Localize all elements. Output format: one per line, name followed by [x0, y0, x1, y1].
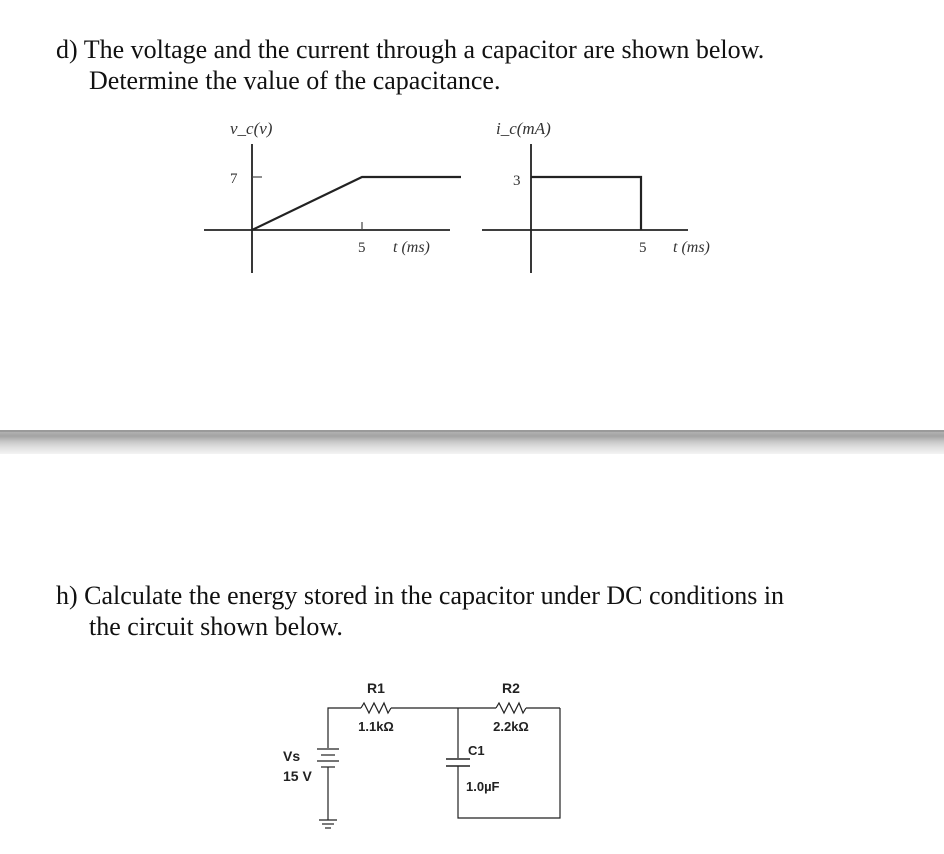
- question-h-line1: Calculate the energy stored in the capacitor under DC conditions in: [84, 581, 785, 610]
- voltage-y-axis-label: v_c(v): [230, 119, 273, 138]
- voltage-x-axis-label: t (ms): [393, 239, 430, 256]
- voltage-graph: [200, 110, 460, 280]
- current-y-axis-label: i_c(mA): [496, 119, 551, 138]
- question-d-line1: The voltage and the current through a capacitor are shown below.: [83, 35, 765, 64]
- circuit-schematic: [270, 670, 580, 845]
- current-x-tick-label: 5: [639, 240, 647, 256]
- current-y-tick-label: 3: [513, 173, 521, 189]
- question-d-prefix: d): [56, 35, 78, 64]
- r1-value: 1.1kΩ: [358, 719, 394, 734]
- r2-value: 2.2kΩ: [493, 719, 529, 734]
- question-h: [56, 580, 784, 642]
- c1-name: C1: [468, 743, 485, 758]
- question-h-line2: the circuit shown below.: [89, 612, 343, 641]
- r2-name: R2: [502, 680, 520, 696]
- resistor-r1: [361, 703, 391, 713]
- resistor-r2: [496, 703, 526, 713]
- current-x-axis-label: t (ms): [673, 239, 710, 256]
- question-d: [56, 34, 764, 96]
- voltage-y-tick-label: 7: [230, 171, 238, 187]
- section-divider: [0, 430, 944, 454]
- voltage-x-tick-label: 5: [358, 240, 366, 256]
- question-d-line2: Determine the value of the capacitance.: [89, 66, 501, 95]
- r1-name: R1: [367, 680, 385, 696]
- question-h-prefix: h): [56, 581, 78, 610]
- current-graph: [478, 110, 738, 280]
- source-name: Vs: [283, 748, 301, 764]
- c1-value: 1.0µF: [466, 779, 500, 794]
- voltage-curve: [252, 177, 461, 230]
- current-curve: [531, 177, 641, 230]
- section-divider-line: [0, 430, 944, 432]
- wire-left-top: [328, 708, 361, 748]
- source-value: 15 V: [283, 768, 312, 784]
